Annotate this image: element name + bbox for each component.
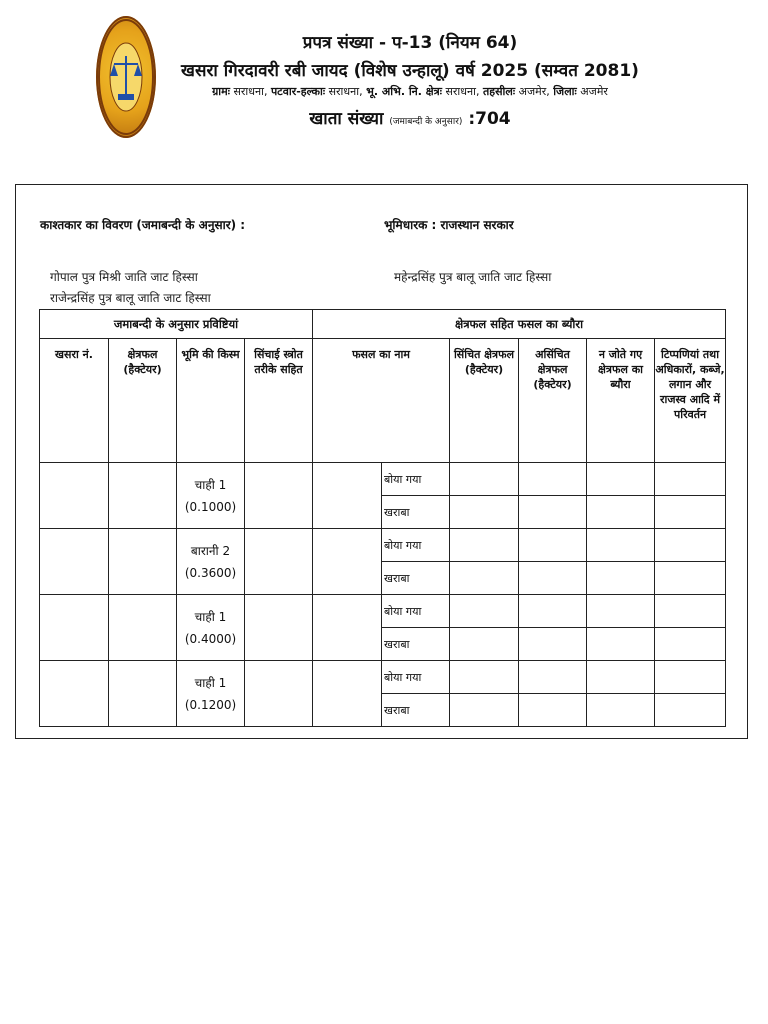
register-title: खसरा गिरदावरी रबी जायद (विशेष उन्हालू) वर्ष 2025 (सम्वत 2081) — [181, 61, 639, 81]
district-label: जिलाः — [553, 85, 577, 98]
gram-value: सराधना, — [233, 85, 268, 98]
col-header-unirrigated-area: असिंचित क्षेत्रफल (हैक्टेयर) — [519, 339, 587, 463]
area-cell — [109, 661, 177, 727]
landholder-label: भूमिधारक : राजस्थान सरकार — [384, 218, 514, 232]
crop-name-cell — [313, 463, 382, 529]
col-header-crop-name: फसल का नाम — [313, 339, 450, 463]
col-header-irrigated-area: सिंचित क्षेत्रफल (हैक्टेयर) — [450, 339, 519, 463]
land-area-text: (0.4000) — [184, 631, 237, 646]
bhu-value: सराधना, — [445, 85, 480, 98]
failed-label: खराबा — [382, 496, 450, 529]
table-row — [40, 463, 726, 496]
cultivator-name-1: गोपाल पुत्र मिश्री जाति जाट हिस्सा — [50, 270, 198, 284]
sown-label: बोया गया — [382, 595, 450, 628]
crop-name-cell — [313, 595, 382, 661]
crop-name-cell — [313, 529, 382, 595]
khasra-cell — [40, 661, 109, 727]
cultivator-name-3: महेन्द्रसिंह पुत्र बालू जाति जाट हिस्सा — [394, 270, 552, 284]
land-type-cell — [177, 463, 245, 529]
table-row — [40, 661, 726, 694]
col-header-khasra: खसरा नं. — [40, 339, 109, 463]
land-type-cell — [177, 661, 245, 727]
failed-label: खराबा — [382, 562, 450, 595]
sown-label: बोया गया — [382, 661, 450, 694]
col-header-irrigation: सिंचाई स्त्रोत तरीके सहित — [245, 339, 313, 463]
patwar-value: सराधना, — [328, 85, 363, 98]
area-cell — [109, 463, 177, 529]
land-type-text: चाही 1 — [194, 477, 227, 492]
form-number-title: प्रपत्र संख्या - प-13 (नियम 64) — [302, 33, 518, 53]
table-row — [40, 529, 726, 562]
location-line — [150, 84, 670, 99]
khata-value: :704 — [468, 109, 511, 129]
land-area-text: (0.1200) — [184, 697, 237, 712]
cultivator-name-2: राजेन्द्रसिंह पुत्र बालू जाति जाट हिस्सा — [50, 291, 211, 305]
col-header-remarks: टिप्पणियां तथा अधिकारों, कब्जे, लगान और राजस्व आदि में परिवर्तन — [655, 339, 726, 463]
land-type-text: चाही 1 — [194, 675, 227, 690]
crop-name-cell — [313, 661, 382, 727]
gram-label: ग्रामः — [212, 85, 230, 98]
tehsil-label: तहसीलः — [482, 85, 516, 98]
sown-label: बोया गया — [382, 463, 450, 496]
group-header-crop-details: क्षेत्रफल सहित फसल का ब्यौरा — [313, 310, 726, 339]
irrigation-cell — [245, 463, 313, 529]
tehsil-value: अजमेर, — [518, 85, 550, 98]
irrigation-cell — [245, 661, 313, 727]
sown-label: बोया गया — [382, 529, 450, 562]
failed-label: खराबा — [382, 628, 450, 661]
col-header-unploughed: न जोते गए क्षेत्रफल का ब्यौरा — [587, 339, 655, 463]
land-type-cell — [177, 595, 245, 661]
group-header-jamabandi: जमाबन्दी के अनुसार प्रविष्टियां — [40, 310, 313, 339]
khata-label: खाता संख्या — [309, 109, 384, 129]
irrigation-cell — [245, 529, 313, 595]
khata-number-line — [150, 106, 670, 129]
district-value: अजमेर — [580, 85, 608, 98]
khasra-cell — [40, 595, 109, 661]
land-area-text: (0.1000) — [184, 499, 237, 514]
col-header-area: क्षेत्रफल (हैक्टेयर) — [109, 339, 177, 463]
area-cell — [109, 595, 177, 661]
cultivator-details-label: काश्तकार का विवरण (जमाबन्दी के अनुसार) : — [40, 218, 246, 232]
land-type-text: बारानी 2 — [190, 543, 231, 558]
land-type-cell — [177, 529, 245, 595]
land-type-text: चाही 1 — [194, 609, 227, 624]
col-header-land-type: भूमि की किस्म — [177, 339, 245, 463]
land-area-text: (0.3600) — [184, 565, 237, 580]
khasra-table — [39, 309, 726, 727]
bhu-label: भू. अभि. नि. क्षेत्रः — [366, 85, 442, 98]
area-cell — [109, 529, 177, 595]
khasra-cell — [40, 529, 109, 595]
revenue-board-seal-logo — [96, 16, 156, 138]
irrigation-cell — [245, 595, 313, 661]
table-row — [40, 595, 726, 628]
khasra-cell — [40, 463, 109, 529]
patwar-label: पटवार-हल्काः — [270, 85, 326, 98]
form-header — [0, 0, 768, 150]
khata-note: (जमाबन्दी के अनुसार) — [389, 117, 463, 127]
failed-label: खराबा — [382, 694, 450, 727]
